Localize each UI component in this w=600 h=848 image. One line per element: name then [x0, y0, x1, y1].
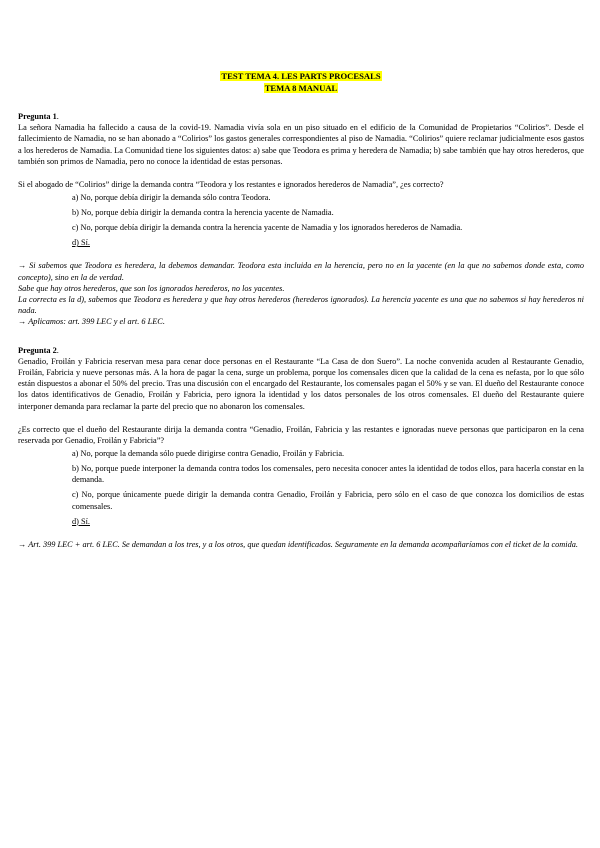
- document-header: [18, 70, 584, 94]
- question-2-dot: .: [56, 345, 59, 355]
- document-page: [18, 70, 584, 550]
- question-2-option-c: c) No, porque únicamente puede dirigir la demanda contra Genadio, Froilán y Fabricia, pero sólo en el caso de que conozca los domicilios de estas comensales.: [72, 490, 584, 511]
- question-1-options: [72, 192, 584, 248]
- question-2-option-b: b) No, porque puede interponer la demanda contra todos los comensales, pero necesita conocer antes la identidad de todos ellos, para hacerla constar en la demanda.: [72, 464, 584, 485]
- title-line-1: [18, 70, 584, 82]
- question-2-label: Pregunta 2: [18, 345, 57, 355]
- question-2-option-a: a) No, porque la demanda sólo puede dirigirse contra Genadio, Froilán y Fabricia.: [72, 449, 345, 459]
- question-1-statement: La señora Namadia ha fallecido a causa de la covid-19. Namadia vivía sola en un piso situado en el edificio de la Comunidad de Propietarios “Colirios”. Desde el fallecimiento de Namadia, no se han abonado a “Colirios” los gastos generales correspondientes al piso de Namadia. “Colirios” quiere reclamar judicialmente esos gastos a los herederos de Namadia. La Comunidad tiene los siguientes datos: a) sabe que Teodora es prima y heredera de Namadia; b) sabe también que hay otros herederos, que también son primos de Namadia, pero no conoce la identidad de estas personas.: [18, 123, 584, 166]
- question-1-note-1: → Si sabemos que Teodora es heredera, la debemos demandar. Teodora esta incluida en la herencia, pero no en la yacente (en la que no sabemos donde esta, como concepto), sino en la de verdad.: [18, 261, 584, 282]
- question-1-option-c: c) No, porque debía dirigir la demanda contra la herencia yacente de Namadia y los ignorados herederos de Namadia.: [72, 223, 463, 233]
- question-1-option-d: d) Sí.: [72, 238, 90, 248]
- question-2-section: [18, 345, 584, 550]
- question-1-prompt: Si el abogado de “Colirios” dirige la demanda contra “Teodora y los restantes e ignorados herederos de Namadia”, ¿es correcto?: [18, 180, 444, 190]
- question-2-heading: [18, 345, 584, 356]
- question-2-prompt: ¿Es correcto que el dueño del Restaurante dirija la demanda contra “Genadio, Froilán, Fabricia y las restantes e ignoradas nueve personas que participaron en la cena reservada por Genadio, Froilán y Fabricia”?: [18, 424, 584, 446]
- question-1-option-b: b) No, porque debía dirigir la demanda contra la herencia yacente de Namadia.: [72, 208, 334, 218]
- test-title: TEST TEMA 4. LES PARTS PROCESALS: [221, 71, 381, 81]
- question-2-notes: [18, 539, 584, 550]
- question-1-section: [18, 111, 584, 328]
- question-2-options: [72, 448, 584, 527]
- question-1-notes: [18, 260, 584, 327]
- question-1-note-2: Sabe que hay otros herederos, que son los ignorados herederos, no los yacentes.: [18, 283, 285, 293]
- question-1-label: Pregunta 1: [18, 112, 57, 121]
- manual-title: TEMA 8 MANUAL: [264, 83, 338, 93]
- question-1-heading: [18, 111, 584, 122]
- question-2-note-1: → Art. 399 LEC + art. 6 LEC. Se demandan a los tres, y a los otros, que quedan identificados. Seguramente en la demanda acompañaríamos con el ticket de la comida.: [18, 539, 578, 549]
- question-1-note-4: → Aplicamos: art. 399 LEC y el art. 6 LEC.: [18, 317, 165, 327]
- title-line-2: [18, 82, 584, 94]
- question-2-option-d: d) Sí.: [72, 516, 90, 526]
- question-1-option-a: a) No, porque debía dirigir la demanda sólo contra Teodora.: [72, 193, 271, 203]
- question-1-note-3: La correcta es la d), sabemos que Teodora es heredera y que hay otros herederos (herederos ignorados). La herencia yacente es una que no sabemos si hay herederos ni nada.: [18, 295, 584, 316]
- question-2-statement: Genadio, Froilán y Fabricia reservan mesa para cenar doce personas en el Restaurante “La Casa de don Suero”. La noche convenida acuden al Restaurante Genadio, Froilán, Fabricia y nueve personas más. A la hora de pagar la cena, surge un problema, porque los comensales dicen que la calidad de la cena es nefasta, por lo que sólo están dispuestos a abonar el 50% del precio. Tras una discusión con el encargado del Restaurante, los comensales pagan el 50% y se van. El dueño del Restaurante conoce los datos identificativos de Genadio, Froilán y Fabricia, pero ignora la identidad y los datos personales de los otros comensales. El dueño del Restaurante quiere interponer demanda para reclamar la parte del precio que no abonaron los comensales.: [18, 356, 584, 411]
- question-1-dot: .: [56, 112, 59, 121]
